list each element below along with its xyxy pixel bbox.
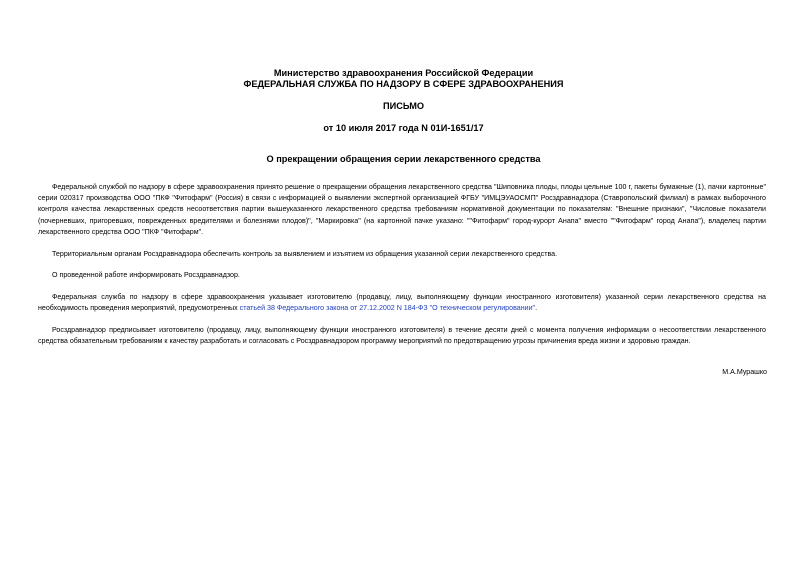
- paragraph-inform: О проведенной работе информировать Росздравнадзор.: [52, 271, 240, 280]
- document-subject: О прекращении обращения серии лекарственного средства: [266, 154, 541, 164]
- ministry-heading: Министерство здравоохранения Российской Федерации: [273, 68, 534, 78]
- paragraph-decision: Федеральной службой по надзору в сфере здравоохранения принято решение о прекращении обращения лекарственного средства "Шиповника плоды, плоды цельные 100 г, пакеты бумажные (1), пачки картонные" серии 020317 производства ООО "ПКФ "Фитофарм" (Россия) в связи с информацией о выявлении экспертной организацией ФГБУ "ИМЦЭУАОСМП" Росздравнадзора (Ставропольский филиал) в рамках выборочного контроля качества лекарственных средств несоответствия партии вышеуказанного лекарственного средства требованиям нормативной документации по показателям: "Внешние признаки", "Числовые показатели (почерневших, пригоревших, поврежденных вредителями и болезнями плодов)", "Маркировка" (на картонной пачке указано: ""Фитофарм" город-курорт Анапа" вместо ""Фитофарм" город Анапа"), владелец партии лекарственного средства ООО "ПКФ "Фитофарм".: [38, 183, 766, 236]
- document-body: [38, 182, 766, 358]
- paragraph-program-prescription: Росздравнадзор предписывает изготовителю (продавцу, лицу, выполняющему функции иностранного изготовителя) в течение десяти дней с момента получения информации о несоответствии лекарственного средства обязательным требованиям к качеству разработать и согласовать с Росздравнадзором программу мероприятий по предотвращению угрозы причинения вреда жизни и здоровью граждан.: [38, 325, 766, 346]
- date-and-number: от 10 июля 2017 года N 01И-1651/17: [323, 123, 484, 133]
- service-heading: ФЕДЕРАЛЬНАЯ СЛУЖБА ПО НАДЗОРУ В СФЕРЕ ЗДРАВООХРАНЕНИЯ: [243, 79, 564, 89]
- document-type: ПИСЬМО: [382, 101, 425, 111]
- paragraph-measures-end: .: [535, 304, 538, 313]
- paragraph-measures-text: Федеральная служба по надзору в сфере здравоохранения указывает изготовителю (продавцу, лицу, выполняющему функции иностранного изготовителя) указанной серии лекарственного средства на необходимость проведения мероприятий, предусмотренных: [38, 292, 766, 313]
- law-article-link[interactable]: статьей 38 Федерального закона от 27.12.2002 N 184-ФЗ "О техническом регулировании": [239, 304, 536, 313]
- signature: М.А.Мурашко: [722, 368, 767, 376]
- paragraph-manufacturer-measures: [38, 292, 766, 314]
- paragraph-territorial-control: Территориальным органам Росздравнадзора обеспечить контроль за выявлением и изъятием из обращения указанной серии лекарственного средства.: [52, 249, 558, 258]
